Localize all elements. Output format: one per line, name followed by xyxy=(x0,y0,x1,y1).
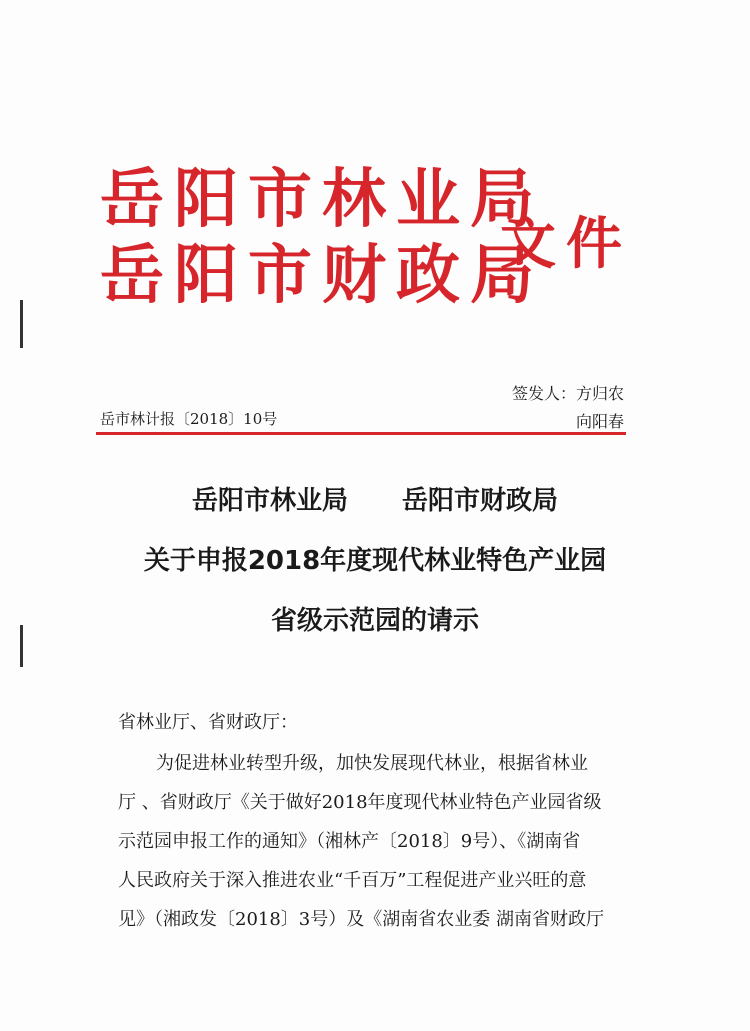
red-divider-line xyxy=(96,432,626,435)
body-line: 示范园申报工作的通知》（湘林产〔2018〕9号）、《湖南省 xyxy=(118,831,581,852)
header-doc-type: 文件 xyxy=(500,212,632,277)
document-number: 岳市林计报〔2018〕10号 xyxy=(100,410,278,428)
salutation: 省林业厅、省财政厅： xyxy=(118,712,298,733)
title-org-forestry: 岳阳市林业局 xyxy=(191,486,348,516)
red-header-org-names xyxy=(100,162,544,314)
signer-label: 签发人： xyxy=(511,384,576,403)
signer-name-2: 向阳春 xyxy=(575,412,624,431)
header-org-finance: 岳阳市财政局 xyxy=(100,239,544,313)
body-line: 厅 、省财政厅《关于做好2018年度现代林业特色产业园省级 xyxy=(118,792,602,813)
body-line: 人民政府关于深入推进农业“千百万”工程促进产业兴旺的意 xyxy=(118,870,587,891)
signer-name-1: 方归农 xyxy=(575,384,624,403)
body-paragraph xyxy=(118,744,638,939)
title-line-3: 省级示范园的请示 xyxy=(270,606,479,636)
title-org-finance: 岳阳市财政局 xyxy=(402,486,559,516)
signer-row-1 xyxy=(512,380,624,408)
signer-block xyxy=(512,380,624,436)
body-line: 见》（湘政发〔2018〕3号）及《湖南省农业委 湖南省财政厅 xyxy=(118,909,604,930)
body-line: 为促进林业转型升级，加快发展现代林业，根据省林业 xyxy=(156,753,588,774)
header-org-forestry: 岳阳市林业局 xyxy=(100,163,544,237)
title-line-2: 关于申报2018年度现代林业特色产业园 xyxy=(143,546,607,576)
title-line-1 xyxy=(0,480,750,517)
scan-margin-mark xyxy=(20,300,23,348)
